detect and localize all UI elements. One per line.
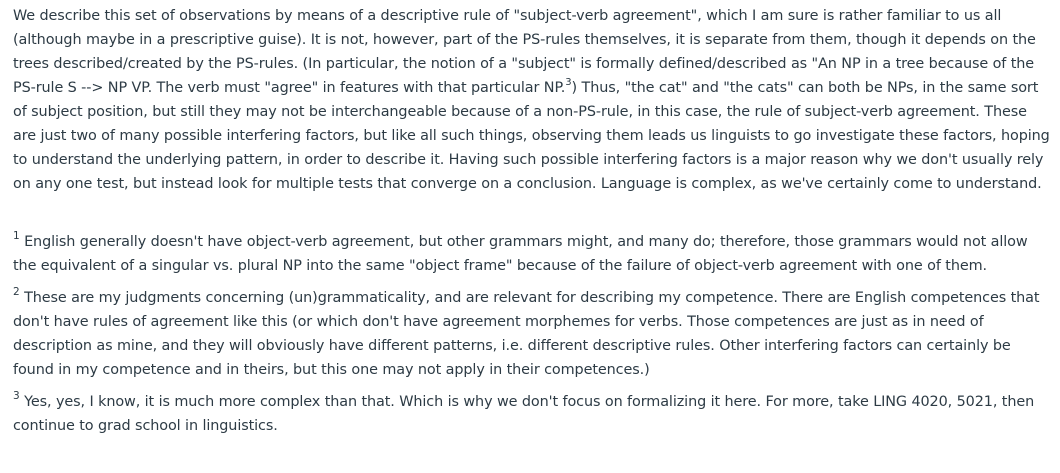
body-text-part1: We describe this set of observations by means of a descriptive rule of "subject-verb agreement", which I am sure is rather familiar to us all (although maybe in a prescriptive guise). It is not, however, part of the PS-rules themselves, it is separate from them, though it depends on the trees described/created by the PS-rules. (In particular, the notion of a "subject" is formally defined/described as "An NP in a tree because of the PS-rule S --> NP VP. The verb must "agree" in features with that particular NP. xyxy=(13,8,1036,96)
footnote-3 xyxy=(13,390,1052,438)
footnotes-section xyxy=(13,230,1052,438)
footnote-number: 1 xyxy=(13,230,20,243)
body-text-part2: ) Thus, "the cat" and "the cats" can both be NPs, in the same sort of subject position, but still they may not be interchangeable because of a non-PS-rule, in this case, the rule of subject-verb agreement. These are just two of many possible interfering factors, but like all such things, observing them leads us linguists to go investigate these factors, hoping to understand the underlying pattern, in order to describe it. Having such possible interfering factors is a major reason why we don't usually rely on any one test, but instead look for multiple tests that converge on a conclusion. Language is complex, as we've certainly come to understand. xyxy=(13,80,1050,192)
footnote-text: Yes, yes, I know, it is much more complex than that. Which is why we don't focus on formalizing it here. For more, take LING 4020, 5021, then continue to grad school in linguistics. xyxy=(13,394,1035,434)
footnote-number: 2 xyxy=(13,286,20,299)
footnote-reference-3[interactable]: 3 xyxy=(565,77,572,89)
footnote-number: 3 xyxy=(13,390,20,403)
footnote-1 xyxy=(13,230,1052,278)
footnote-text: English generally doesn't have object-verb agreement, but other grammars might, and many do; therefore, those grammars would not allow the equivalent of a singular vs. plural NP into the same "object frame" because of the failure of object-verb agreement with one of them. xyxy=(13,234,1028,274)
body-paragraph xyxy=(13,4,1052,196)
footnote-2 xyxy=(13,286,1052,382)
footnote-text: These are my judgments concerning (un)grammaticality, and are relevant for describing my competence. There are English competences that don't have rules of agreement like this (or which don't have agreement morphemes for verbs. Those competences are just as in need of description as mine, and they will obviously have different patterns, i.e. different descriptive rules. Other interfering factors can certainly be found in my competence and in theirs, but this one may not apply in their competences.) xyxy=(13,290,1040,378)
